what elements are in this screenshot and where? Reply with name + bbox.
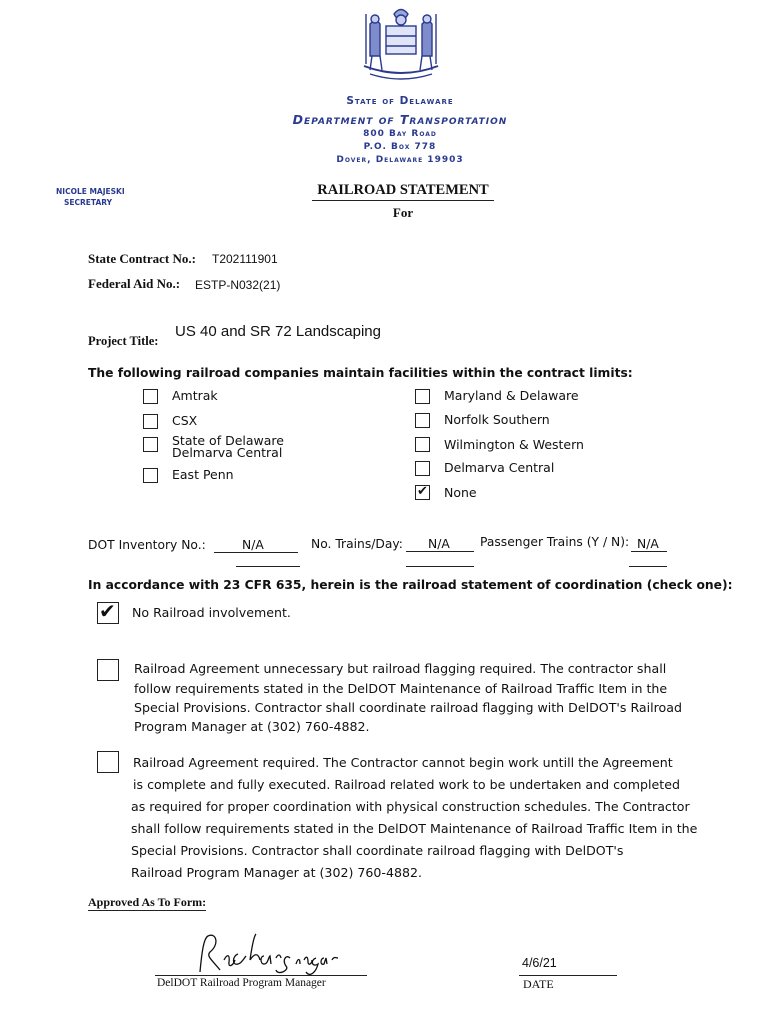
passenger-trains-value[interactable]: N/A — [631, 537, 667, 552]
coordination-heading: In accordance with 23 CFR 635, herein is the railroad statement of coordination (check one): — [88, 578, 733, 592]
project-title-value: US 40 and SR 72 Landscaping — [175, 323, 381, 340]
signature-image — [190, 930, 340, 980]
checkbox-wilmington-western[interactable] — [415, 437, 430, 452]
state-contract-value: T202111901 — [212, 252, 278, 266]
state-contract-label: State Contract No.: — [88, 251, 196, 266]
address-line-2: P.O. Box 778 — [363, 142, 437, 152]
company-label-amtrak: Amtrak — [172, 388, 218, 403]
checkbox-csx[interactable] — [143, 414, 158, 429]
address-line-3: Dover, Delaware 19903 — [336, 155, 464, 165]
date-value: 4/6/21 — [522, 956, 557, 970]
approved-as-to-form-label: Approved As To Form: — [88, 895, 207, 909]
checkmark-icon: ✔ — [99, 599, 116, 623]
option-agreement-checkbox[interactable] — [97, 751, 119, 773]
option-flagging-line-4: Program Manager at (302) 760-4882. — [134, 719, 370, 734]
dot-inventory-label: DOT Inventory No.: — [88, 538, 206, 552]
option-agreement-line-5: Special Provisions. Contractor shall coordinate railroad flagging with DelDOT's — [131, 843, 624, 858]
trains-underline-2 — [406, 566, 474, 567]
option-no-involvement-text: No Railroad involvement. — [132, 605, 291, 620]
passenger-trains-label: Passenger Trains (Y / N): — [480, 535, 630, 549]
state-name: State of Delaware — [346, 95, 454, 107]
company-label-none: None — [444, 485, 477, 500]
address-line-1: 800 Bay Road — [363, 129, 437, 139]
companies-heading: The following railroad companies maintain facilities within the contract limits: — [88, 366, 633, 380]
signature-line — [155, 975, 367, 976]
trains-per-day-value[interactable]: N/A — [406, 537, 474, 552]
option-flagging-line-2: follow requirements stated in the DelDOT Maintenance of Railroad Traffic Item in the — [134, 681, 668, 696]
dot-inventory-value[interactable]: N/A — [214, 538, 298, 553]
company-label-delmarva-central-left: Delmarva Central — [172, 445, 283, 460]
document-subtitle: For — [392, 205, 414, 220]
company-label-wilmington-western: Wilmington & Western — [444, 437, 584, 452]
option-agreement-line-6: Railroad Program Manager at (302) 760-4882. — [131, 865, 423, 880]
option-flagging-line-3: Special Provisions. Contractor shall coordinate railroad flagging with DelDOT's Railroad — [134, 700, 682, 715]
date-line — [519, 975, 617, 976]
signer-title: DelDOT Railroad Program Manager — [157, 977, 326, 989]
checkmark-icon: ✔ — [417, 484, 428, 499]
checkbox-maryland-delaware[interactable] — [415, 389, 430, 404]
option-flagging-checkbox[interactable] — [97, 659, 119, 681]
option-agreement-line-1: Railroad Agreement required. The Contractor cannot begin work untill the Agreement — [133, 755, 673, 770]
company-label-delmarva-central: Delmarva Central — [444, 460, 555, 475]
dot-inventory-underline-2 — [236, 566, 300, 567]
document-title: RAILROAD STATEMENT — [312, 182, 494, 201]
date-label: DATE — [523, 977, 554, 991]
checkbox-delmarva-central[interactable] — [415, 461, 430, 476]
checkbox-amtrak[interactable] — [143, 389, 158, 404]
checkbox-norfolk-southern[interactable] — [415, 413, 430, 428]
option-flagging-line-1: Railroad Agreement unnecessary but railroad flagging required. The contractor shall — [134, 661, 667, 676]
department-name: Department of Transportation — [292, 112, 508, 127]
secretary-name: NICOLE MAJESKI — [56, 187, 125, 196]
federal-aid-label: Federal Aid No.: — [88, 276, 181, 291]
checkbox-state-of-delaware[interactable] — [143, 437, 158, 452]
delaware-seal-icon — [356, 4, 446, 88]
company-label-csx: CSX — [172, 413, 198, 428]
option-agreement-line-4: shall follow requirements stated in the DelDOT Maintenance of Railroad Traffic Item in the — [131, 821, 698, 836]
federal-aid-value: ESTP-N032(21) — [195, 278, 281, 292]
secretary-title: SECRETARY — [64, 198, 113, 207]
company-label-maryland-delaware: Maryland & Delaware — [444, 388, 579, 403]
company-label-state-of-delaware: State of Delaware — [172, 433, 284, 448]
option-agreement-line-2: is complete and fully executed. Railroad related work to be undertaken and completed — [133, 777, 680, 792]
passenger-underline-2 — [629, 566, 667, 567]
project-title-label: Project Title: — [88, 334, 159, 348]
trains-per-day-label: No. Trains/Day: — [311, 537, 403, 551]
option-agreement-line-3: as required for proper coordination with physical construction schedules. The Contractor — [131, 799, 690, 814]
company-label-east-penn: East Penn — [172, 467, 234, 482]
checkbox-east-penn[interactable] — [143, 468, 158, 483]
company-label-norfolk-southern: Norfolk Southern — [444, 412, 550, 427]
